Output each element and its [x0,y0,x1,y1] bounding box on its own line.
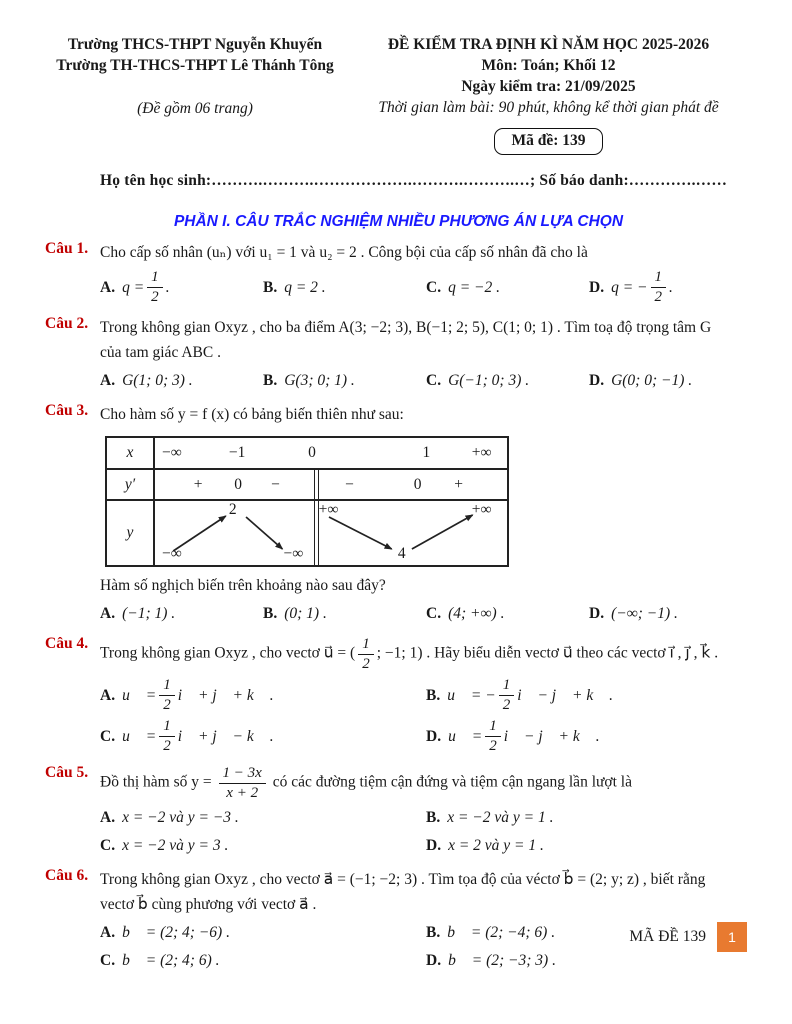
option-label: C. [426,605,442,623]
question-6-label: Câu 6. [45,867,89,885]
table-row-yprime: y′ + 0 − − 0 + [107,468,507,499]
page-footer [629,922,747,952]
option-label: A. [100,278,116,296]
question-3-body: Cho hàm số y = f (x) có bảng biến thiên như sau: [100,406,404,424]
exam-subject: Môn: Toán; Khối 12 [481,57,616,74]
fraction: $\frac{1}{2}$ [159,677,175,713]
question-4 [45,635,752,673]
q6-option-a: A. b⃗ = (2; 4; −6) . [100,920,426,945]
question-3-options [100,601,752,626]
q4-option-a: A. u⃗ = $\frac{1}{2}$ i⃗ + j⃗ + k⃗ . [100,677,274,713]
option-label: A. [100,372,116,390]
question-3-label: Câu 3. [45,402,89,420]
q6-option-d: D. b⃗ = (2; −3; 3) . [426,948,752,973]
school-name-1: Trường THCS-THPT Nguyễn Khuyến [67,36,323,53]
q4-option-c: C. u⃗ = $\frac{1}{2}$ i⃗ + j⃗ − k⃗ . [100,718,274,754]
row-header-yprime: y′ [107,470,155,499]
question-3 [45,402,752,427]
q1-option-b: B. q = 2 . [263,275,426,300]
question-4-options-row-2 [100,717,752,755]
discontinuity-bar [314,470,319,499]
question-4-options-row-1 [100,676,752,714]
q4-option-b: B. u⃗ = − $\frac{1}{2}$ i⃗ − j⃗ + k⃗ . [426,677,614,713]
option-label: C. [100,837,116,855]
question-5-options-row-2 [100,833,752,858]
question-2-options [100,368,752,393]
school-name-2: Trường TH-THCS-THPT Lê Thánh Tông [56,57,334,74]
q2-option-c: C. G(−1; 0; 3) . [426,368,589,393]
student-name-line: Họ tên học sinh:……….……….……………….……….……….…; Số báo danh:………….…… [100,172,728,189]
q2-option-b: B. G(3; 0; 1) . [263,368,426,393]
option-label: B. [263,605,278,623]
fraction: $\frac{1}{2}$ [159,718,175,754]
question-2 [45,315,752,365]
question-6 [45,867,752,917]
option-label: D. [589,605,605,623]
exam-date: Ngày kiểm tra: 21/09/2025 [461,78,636,95]
fraction: $\frac{1 - 3x}{x + 2}$ [219,765,266,801]
question-6-options-row-2 [100,948,752,973]
row-header-y: y [107,501,155,565]
variation-table [105,436,509,567]
question-5-body: Đồ thị hàm số y = $\frac{1 - 3x}{x + 2}$ có các đường tiệm cận đứng và tiệm cận ngang lần lượt là [100,765,632,801]
question-4-label: Câu 4. [45,635,89,653]
option-label: D. [589,372,605,390]
footer-exam-code: MÃ ĐỀ 139 [629,928,706,945]
q5-option-b: B. x = −2 và y = 1 . [426,805,752,830]
row-header-x: x [107,438,155,468]
question-1 [45,240,752,265]
option-label: A. [100,605,116,623]
q4-option-d: D. u⃗ = $\frac{1}{2}$ i⃗ − j⃗ + k⃗ . [426,718,600,754]
exam-info-block [345,34,752,119]
option-label: C. [100,952,116,970]
q6-option-b: B. b⃗ = (2; −4; 6) . [426,920,752,945]
question-6-body: Trong không gian Oxyz , cho vectơ a⃗ = (−1; −2; 3) . Tìm tọa độ của véctơ b⃗ = (2; y; z) , biết rằng vectơ b⃗ cùng phương với vectơ a⃗ . [100,871,706,914]
question-3-subquestion: Hàm số nghịch biến trên khoảng nào sau đây? [100,577,386,595]
q3-option-a: A. (−1; 1) . [100,601,263,626]
question-4-body: Trong không gian Oxyz , cho vectơ u⃗ = ( $\frac{1}{2}$ ; −1; 1) . Hãy biểu diễn vectơ u⃗ theo các vectơ i⃗ , j⃗ , k⃗ . [100,636,719,672]
option-label: D. [589,278,605,296]
pages-note: (Đề gồm 06 trang) [137,100,253,117]
question-1-body: Cho cấp số nhân (uₙ) với u₁ = 1 và u₂ = 2 . Công bội của cấp số nhân đã cho là [100,244,588,261]
option-label: D. [426,727,442,745]
option-label: A. [100,809,116,827]
table-row-y: y −∞ 2 −∞ +∞ 4 +∞ [107,499,507,565]
question-5-label: Câu 5. [45,764,89,782]
page-number-badge: 1 [717,922,747,952]
school-block [45,34,345,119]
option-label: B. [426,686,441,704]
fraction: $\frac{1}{2}$ [358,636,374,672]
q1-option-c: C. q = −2 . [426,275,589,300]
q3-option-b: B. (0; 1) . [263,601,426,626]
exam-code-row [345,128,752,155]
option-label: D. [426,837,442,855]
q1-option-a: A. q = $\frac{1}{2}$ . [100,269,170,305]
question-2-label: Câu 2. [45,315,89,333]
q3-option-d: D. (−∞; −1) . [589,601,752,626]
exam-title: ĐỀ KIỂM TRA ĐỊNH KÌ NĂM HỌC 2025-2026 [387,36,710,53]
question-5 [45,764,752,802]
exam-duration: Thời gian làm bài: 90 phút, không kể thời gian phát đề [378,99,719,116]
q5-option-c: C. x = −2 và y = 3 . [100,833,426,858]
q5-option-d: D. x = 2 và y = 1 . [426,833,752,858]
option-label: C. [426,278,442,296]
q1-option-d: D. q = − $\frac{1}{2}$ . [589,269,673,305]
fraction: $\frac{1}{2}$ [485,718,501,754]
q5-option-a: A. x = −2 và y = −3 . [100,805,426,830]
fraction: $\frac{1}{2}$ [499,677,515,713]
question-1-options [100,268,752,306]
option-label: D. [426,952,442,970]
option-label: B. [426,924,441,942]
q6-option-c: C. b⃗ = (2; 4; 6) . [100,948,426,973]
option-label: B. [263,278,278,296]
q2-option-a: A. G(1; 0; 3) . [100,368,263,393]
question-2-body: Trong không gian Oxyz , cho ba điểm A(3; −2; 3), B(−1; 2; 5), C(1; 0; 1) . Tìm toạ độ trọng tâm G của tam giác ABC . [100,319,712,362]
q3-option-c: C. (4; +∞) . [426,601,589,626]
question-5-options-row-1 [100,805,752,830]
option-label: B. [263,372,278,390]
option-label: B. [426,809,441,827]
table-row-x: x −∞ −1 0 1 +∞ [107,438,507,468]
option-label: A. [100,686,116,704]
fraction: $\frac{1}{2}$ [147,269,163,305]
section-title: PHẦN I. CÂU TRẮC NGHIỆM NHIỀU PHƯƠNG ÁN LỰA CHỌN [173,213,624,230]
option-label: C. [426,372,442,390]
exam-code-badge: Mã đề: 139 [494,128,602,155]
option-label: C. [100,727,116,745]
exam-header [45,34,752,119]
option-label: A. [100,924,116,942]
q2-option-d: D. G(0; 0; −1) . [589,368,752,393]
fraction: $\frac{1}{2}$ [651,269,667,305]
question-1-label: Câu 1. [45,240,89,257]
